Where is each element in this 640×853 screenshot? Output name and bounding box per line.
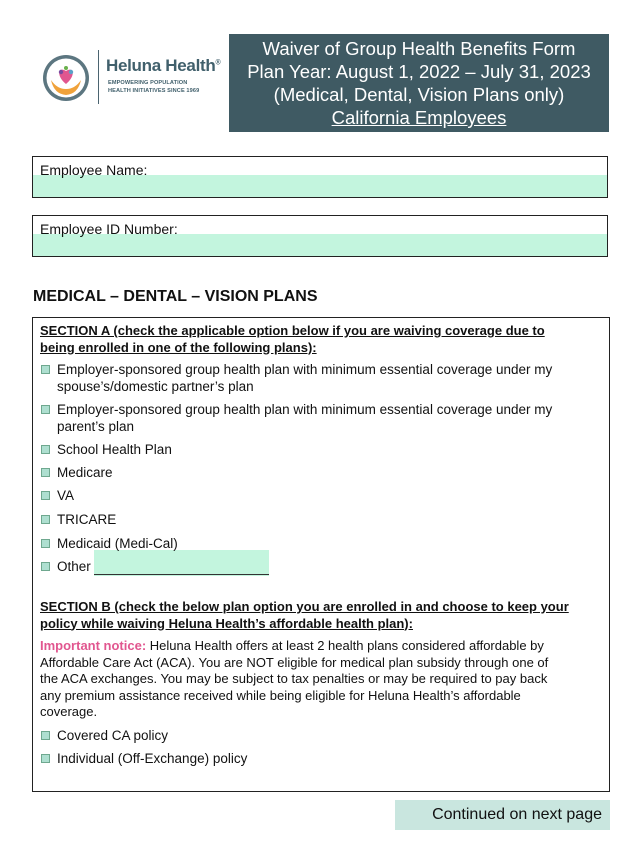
- logo-tagline-2: HEALTH INITIATIVES SINCE 1969: [108, 88, 200, 94]
- title-line-3: (Medical, Dental, Vision Plans only): [273, 84, 565, 105]
- important-notice: Important notice: Heluna Health offers at least 2 health plans considered affordable by Affordable Care Act (ACA). You are NOT eligible for medical plan subsidy through one of the ACA exchanges. You may be subject to tax penalties or may be required to pay back any premium assistance received while being eligible for Heluna Health’s affordable coverage.: [40, 638, 549, 719]
- title-line-4: California Employees: [331, 107, 507, 128]
- logo-tagline-1: EMPOWERING POPULATION: [108, 80, 188, 86]
- checkbox[interactable]: [41, 562, 50, 571]
- heluna-hands-heart-icon: [42, 54, 90, 102]
- checkbox[interactable]: [41, 754, 50, 763]
- employee-id-label: Employee ID Number:: [40, 221, 178, 237]
- section-a-title: SECTION A (check the applicable option below if you are waiving coverage due to being enrolled in one of the following plans):: [40, 323, 545, 355]
- checkbox[interactable]: [41, 445, 50, 454]
- checkbox[interactable]: [41, 365, 50, 374]
- checkbox[interactable]: [41, 515, 50, 524]
- employee-name-box: [32, 156, 608, 198]
- logo-divider: [98, 50, 99, 104]
- employee-id-input[interactable]: [33, 234, 607, 256]
- form-title: [229, 34, 609, 132]
- logo-name: Heluna Health®: [106, 56, 221, 75]
- checkbox[interactable]: [41, 539, 50, 548]
- heluna-logo: [42, 50, 222, 106]
- employee-name-label: Employee Name:: [40, 162, 148, 178]
- checkbox[interactable]: [41, 731, 50, 740]
- employee-id-box: [32, 215, 608, 257]
- checkbox[interactable]: [41, 468, 50, 477]
- checkbox[interactable]: [41, 405, 50, 414]
- section-heading: MEDICAL – DENTAL – VISION PLANS: [33, 288, 318, 305]
- section-b-title: SECTION B (check the below plan option you are enrolled in and choose to keep your policy while waiving Heluna Health’s affordable health plan):: [40, 599, 569, 631]
- title-line-2: Plan Year: August 1, 2022 – July 31, 2023: [247, 61, 591, 82]
- title-line-1: Waiver of Group Health Benefits Form: [262, 38, 576, 59]
- continued-note: Continued on next page: [395, 800, 610, 830]
- checkbox[interactable]: [41, 491, 50, 500]
- plans-box: SECTION A (check the applicable option below if you are waiving coverage due to being enrolled in one of the following plans): Employer-sponsored group health plan with minimum essential coverage under my spouse’s/domestic partner’s plan Employer-sponsored group health plan with minimum essential coverage under my parent’s plan School Health Plan Medicare VA TRICARE Medicaid (Medi-Cal) Other SECTION B (check the below plan option you are enrolled in and choose to keep your policy while waiving Heluna Health’s affordable health plan): Important notice: Heluna Health offers at least 2 health plans considered affordable by Affordable Care Act (ACA). You are NOT eligible for medical plan subsidy through one of the ACA exchanges. You may be subject to tax penalties or may be required to pay back any premium assistance received while being eligible for Heluna Health’s affordable coverage. Covered CA policy Individual (Off-Exchange) policy: [32, 317, 610, 792]
- employee-name-input[interactable]: [33, 175, 607, 197]
- notice-label: Important notice:: [40, 638, 147, 653]
